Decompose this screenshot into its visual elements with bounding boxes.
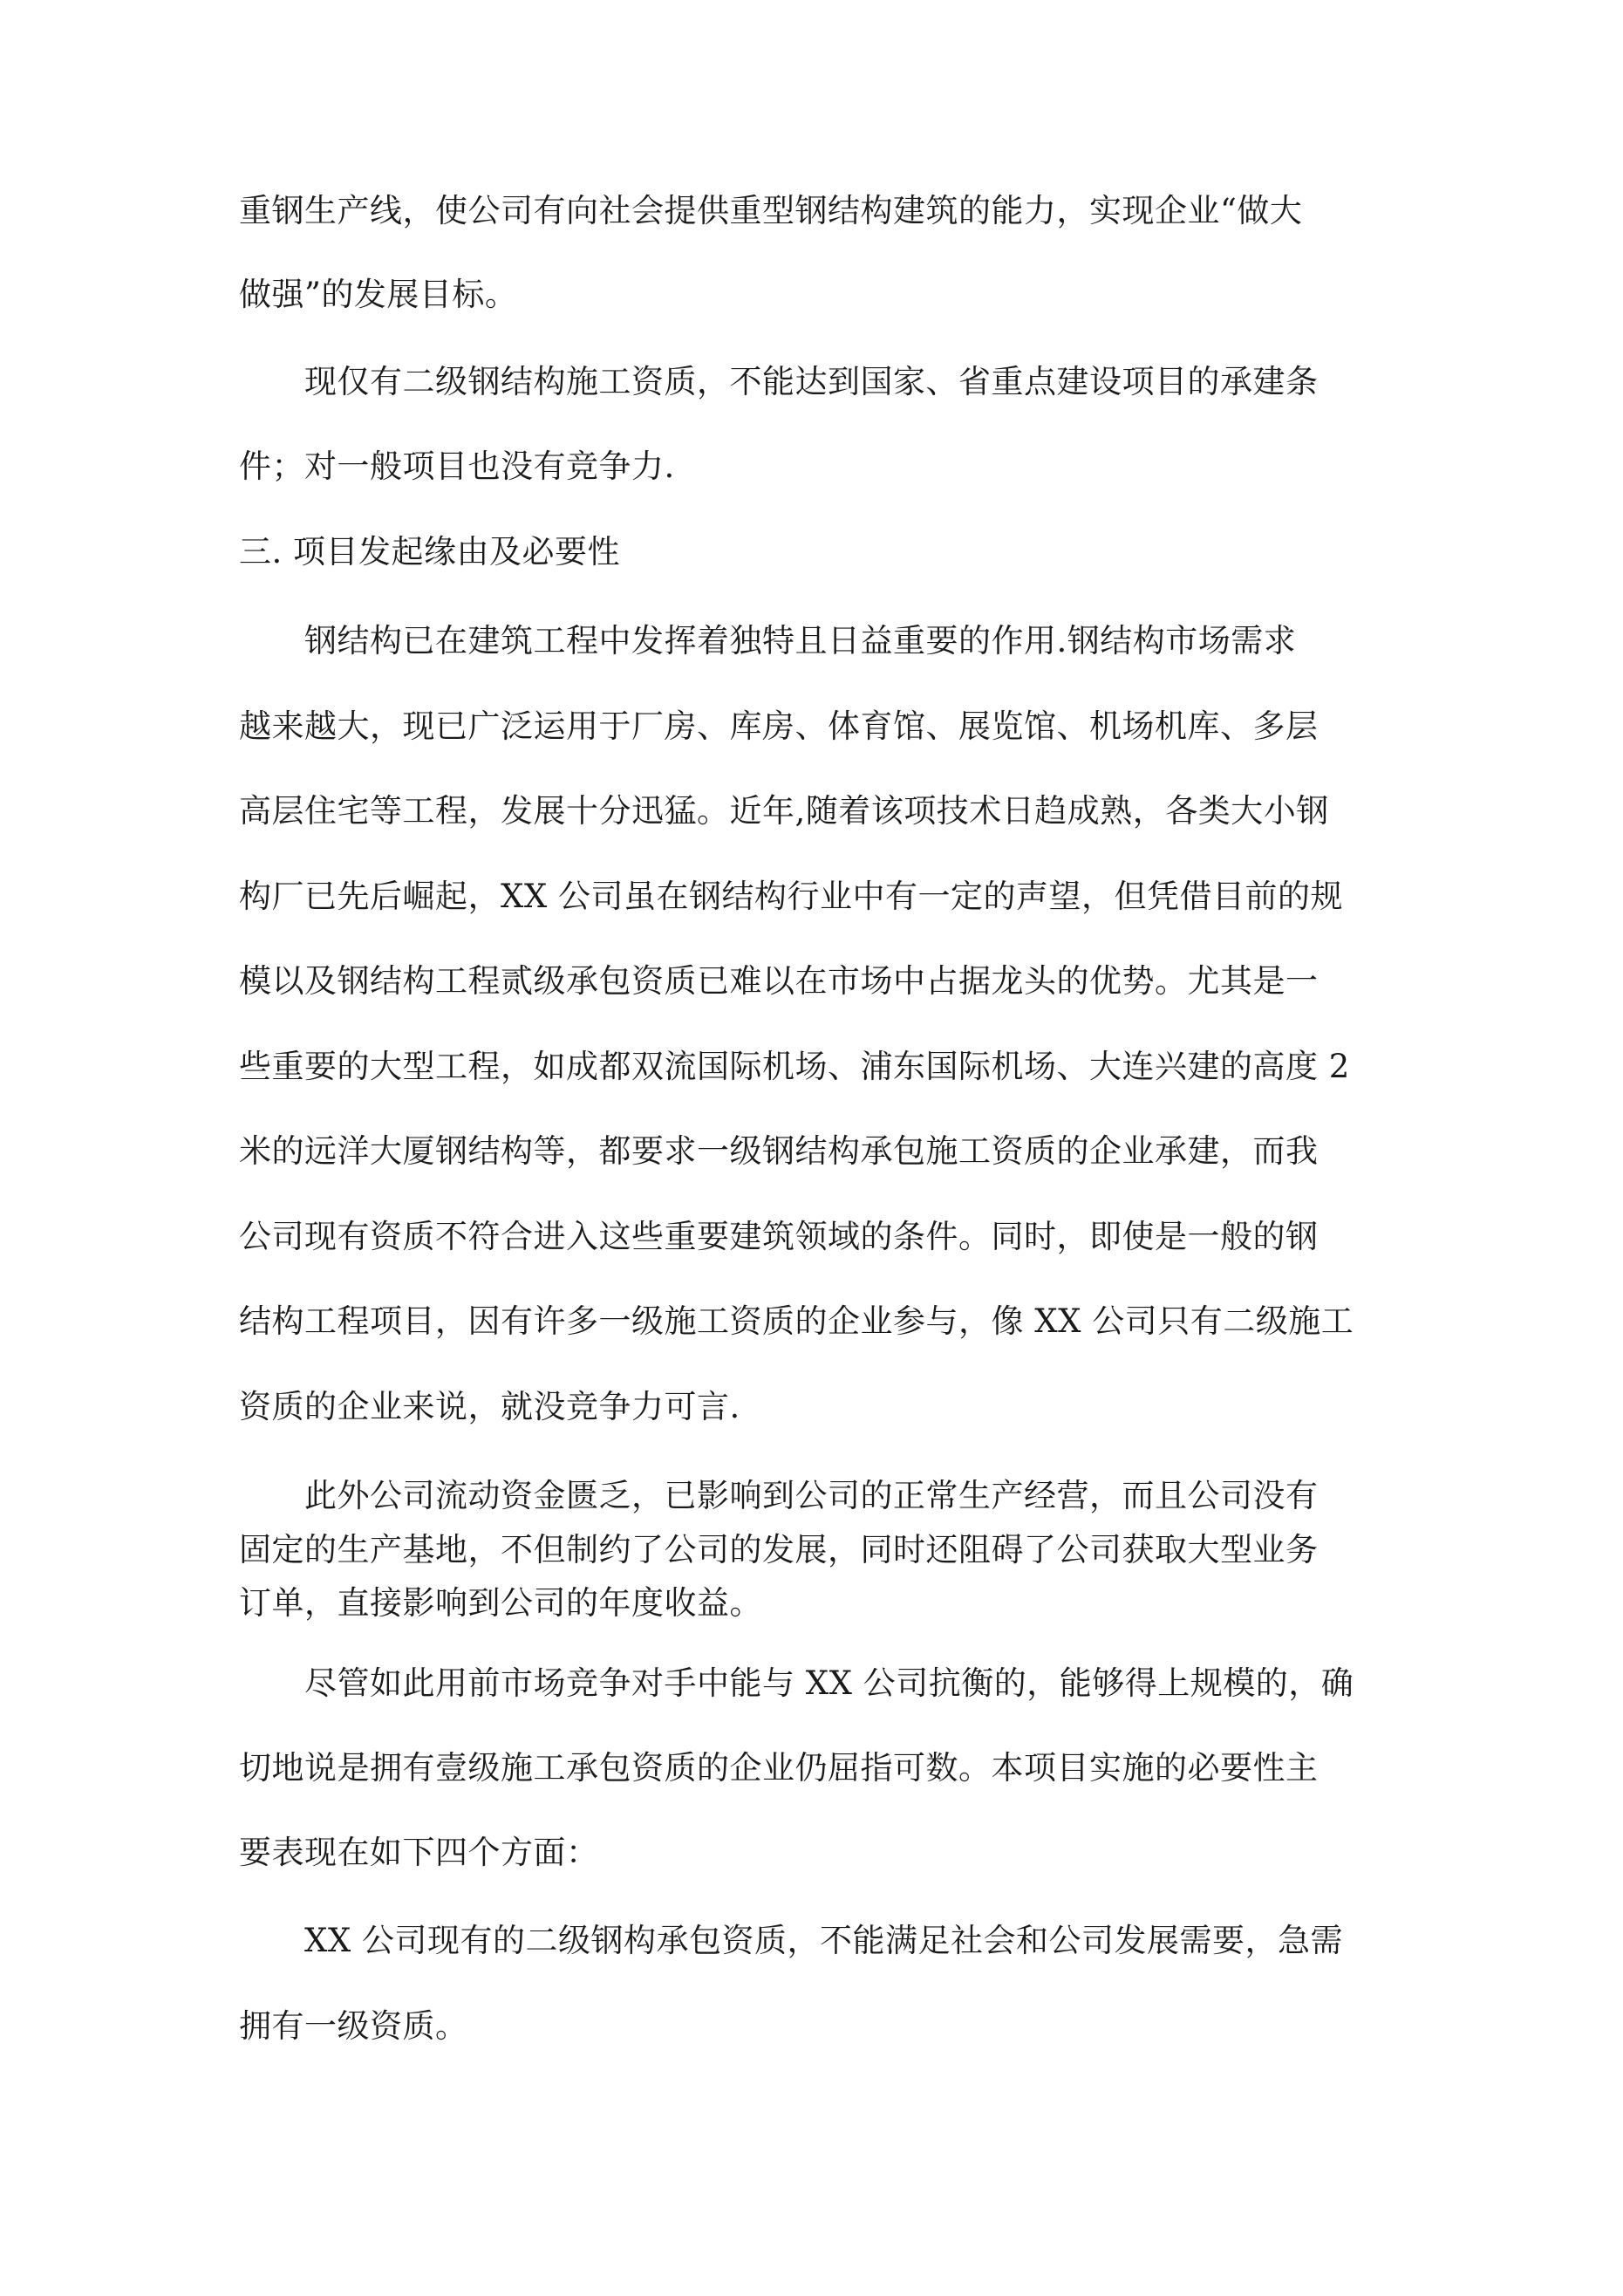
paragraph-line: 结构工程项目，因有许多一级施工资质的企业参与，像 XX 公司只有二级施工 (239, 1302, 1354, 1340)
paragraph-line: 钢结构已在建筑工程中发挥着独特且日益重要的作用.钢结构市场需求 (304, 622, 1297, 659)
paragraph-line: 现仅有二级钢结构施工资质，不能达到国家、省重点建设项目的承建条 (304, 363, 1319, 400)
paragraph-line: 米的远洋大厦钢结构等，都要求一级钢结构承包施工资质的企业承建，而我 (239, 1132, 1319, 1170)
paragraph-line: 资质的企业来说，就没竞争力可言. (239, 1388, 740, 1425)
paragraph-line: 些重要的大型工程，如成都双流国际机场、浦东国际机场、大连兴建的高度 2 (239, 1048, 1350, 1085)
paragraph-line: 拥有一级资质。 (239, 2007, 468, 2045)
paragraph-line: 尽管如此用前市场竞争对手中能与 XX 公司抗衡的，能够得上规模的，确 (304, 1664, 1354, 1702)
paragraph-line: 高层住宅等工程，发展十分迅猛。近年,随着该项技术日趋成熟，各类大小钢 (239, 792, 1329, 830)
paragraph-line: 此外公司流动资金匮乏，已影响到公司的正常生产经营，而且公司没有 (304, 1477, 1319, 1514)
paragraph-line: 公司现有资质不符合进入这些重要建筑领域的条件。同时，即使是一般的钢 (239, 1218, 1319, 1255)
paragraph-line: 切地说是拥有壹级施工承包资质的企业仍屈指可数。本项目实施的必要性主 (239, 1749, 1319, 1787)
paragraph-line: 越来越大，现已广泛运用于厂房、库房、体育馆、展览馆、机场机库、多层 (239, 707, 1319, 745)
paragraph-line: 构厂已先后崛起，XX 公司虽在钢结构行业中有一定的声望，但凭借目前的规 (239, 878, 1343, 915)
section-heading: 三. 项目发起缘由及必要性 (239, 533, 621, 571)
paragraph-line: 订单，直接影响到公司的年度收益。 (239, 1584, 762, 1622)
paragraph-line: 固定的生产基地，不但制约了公司的发展，同时还阻碍了公司获取大型业务 (239, 1531, 1319, 1568)
paragraph-line: 做强”的发展目标。 (239, 276, 518, 313)
paragraph-line: 模以及钢结构工程贰级承包资质已难以在市场中占据龙头的优势。尤其是一 (239, 962, 1319, 1000)
paragraph-line: 要表现在如下四个方面： (239, 1834, 599, 1871)
paragraph-line: 件；对一般项目也没有竞争力. (239, 448, 675, 485)
paragraph-line: XX 公司现有的二级钢构承包资质，不能满足社会和公司发展需要，急需 (304, 1922, 1343, 1959)
paragraph-line: 重钢生产线，使公司有向社会提供重型钢结构建筑的能力，实现企业“做大 (239, 192, 1303, 229)
